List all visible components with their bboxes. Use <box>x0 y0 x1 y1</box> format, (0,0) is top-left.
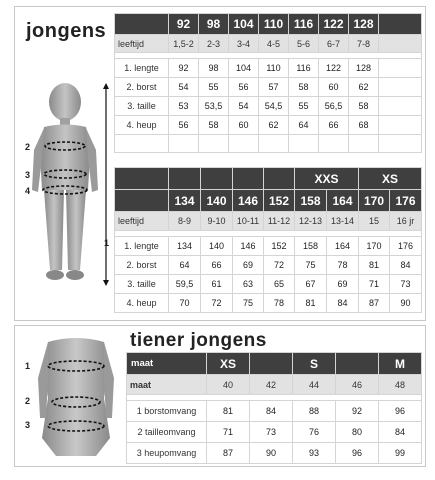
cell-empty <box>379 59 422 78</box>
teen-maat-label-2: maat <box>127 375 207 395</box>
cell: 56 <box>169 116 199 135</box>
cell: 76 <box>293 422 336 443</box>
row-label: 3 heupomvang <box>127 443 207 464</box>
cell: 72 <box>201 294 233 313</box>
cell: 92 <box>336 401 379 422</box>
band1-size: 116 <box>289 14 319 35</box>
row-label: 4. heup <box>115 294 169 313</box>
cell: 134 <box>169 237 201 256</box>
cell: 62 <box>259 116 289 135</box>
band1-size: 122 <box>319 14 349 35</box>
cell: 110 <box>259 59 289 78</box>
row-label: 1. lengte <box>115 237 169 256</box>
cell: 87 <box>359 294 390 313</box>
cell: 164 <box>327 237 359 256</box>
cell: 84 <box>250 401 293 422</box>
cell: 71 <box>207 422 250 443</box>
band2-age: 9-10 <box>201 212 233 231</box>
row-label: 2. borst <box>115 256 169 275</box>
cell: 146 <box>233 237 264 256</box>
cell: 64 <box>289 116 319 135</box>
cell: 68 <box>349 116 379 135</box>
cell: 81 <box>207 401 250 422</box>
teen-letter-size: M <box>379 353 422 375</box>
row-label: 4. heup <box>115 116 169 135</box>
cell: 64 <box>169 256 201 275</box>
cell: 67 <box>295 275 327 294</box>
row-label: 3. taille <box>115 275 169 294</box>
cell: 57 <box>259 78 289 97</box>
cell: 55 <box>199 78 229 97</box>
cell: 62 <box>349 78 379 97</box>
band1-size: 128 <box>349 14 379 35</box>
cell-empty <box>115 135 169 153</box>
teen-letter-size: XS <box>207 353 250 375</box>
band1-age: 4-5 <box>259 35 289 53</box>
boys-size-table-band2 <box>114 167 422 313</box>
band1-age: 2-3 <box>199 35 229 53</box>
band2-size: 158 <box>295 190 327 212</box>
cell: 158 <box>295 237 327 256</box>
teen-maat-label: maat <box>127 353 207 375</box>
cell: 60 <box>319 78 349 97</box>
band2-header-empty <box>115 168 169 190</box>
cell: 81 <box>359 256 390 275</box>
cell: 99 <box>379 443 422 464</box>
cell: 72 <box>264 256 295 275</box>
cell: 66 <box>201 256 233 275</box>
band2-size: 170 <box>359 190 390 212</box>
cell: 84 <box>390 256 422 275</box>
cell: 61 <box>201 275 233 294</box>
band2-age: 10-11 <box>233 212 264 231</box>
cell: 96 <box>379 401 422 422</box>
teen-size: 46 <box>336 375 379 395</box>
band1-age: 7-8 <box>349 35 379 53</box>
band2-size: 146 <box>233 190 264 212</box>
teen-size: 48 <box>379 375 422 395</box>
marker-waist: 3 <box>25 170 31 180</box>
cell: 90 <box>390 294 422 313</box>
teen-size: 40 <box>207 375 250 395</box>
teen-size: 42 <box>250 375 293 395</box>
cell: 98 <box>199 59 229 78</box>
band1-size: 98 <box>199 14 229 35</box>
cell: 152 <box>264 237 295 256</box>
teen-title: tiener jongens <box>130 330 267 351</box>
cell: 84 <box>379 422 422 443</box>
cell: 81 <box>295 294 327 313</box>
cell: 66 <box>319 116 349 135</box>
cell: 93 <box>293 443 336 464</box>
band1-age: 1,5-2 <box>169 35 199 53</box>
cell: 56 <box>229 78 259 97</box>
teen-marker-hip: 3 <box>25 420 31 430</box>
band1-age: 3-4 <box>229 35 259 53</box>
cell: 75 <box>295 256 327 275</box>
band1-age: 6-7 <box>319 35 349 53</box>
band1-header-empty <box>115 14 169 35</box>
band1-age-empty <box>379 35 422 53</box>
row-label: 2. borst <box>115 78 169 97</box>
band2-age: 15 <box>359 212 390 231</box>
band2-age: 16 jr <box>390 212 422 231</box>
cell: 73 <box>250 422 293 443</box>
cell: 54 <box>169 78 199 97</box>
cell: 78 <box>327 256 359 275</box>
marker-chest: 2 <box>25 142 31 152</box>
band2-age: 8-9 <box>169 212 201 231</box>
band2-age: 13-14 <box>327 212 359 231</box>
row-label: 1. lengte <box>115 59 169 78</box>
cell-empty <box>379 97 422 116</box>
cell: 80 <box>336 422 379 443</box>
band2-letter-size: XXS <box>295 168 359 190</box>
boys-size-table-band1 <box>114 13 422 153</box>
cell: 90 <box>250 443 293 464</box>
child-figure-illustration <box>18 80 113 295</box>
band2-age-label: leeftijd <box>115 212 169 231</box>
cell: 104 <box>229 59 259 78</box>
cell-empty <box>379 78 422 97</box>
cell: 71 <box>359 275 390 294</box>
teen-marker-waist: 2 <box>25 396 31 406</box>
teen-letter-size: S <box>293 353 336 375</box>
cell: 54 <box>229 97 259 116</box>
cell: 58 <box>199 116 229 135</box>
cell: 96 <box>336 443 379 464</box>
cell: 75 <box>233 294 264 313</box>
cell: 78 <box>264 294 295 313</box>
cell: 58 <box>289 78 319 97</box>
cell: 53 <box>169 97 199 116</box>
cell: 87 <box>207 443 250 464</box>
marker-hip: 4 <box>25 186 31 196</box>
row-label: 3. taille <box>115 97 169 116</box>
band2-size: 176 <box>390 190 422 212</box>
cell: 128 <box>349 59 379 78</box>
cell: 170 <box>359 237 390 256</box>
cell-empty <box>379 116 422 135</box>
teen-size-table <box>126 352 422 464</box>
band1-size: 92 <box>169 14 199 35</box>
band1-age: 5-6 <box>289 35 319 53</box>
band1-age-label: leeftijd <box>115 35 169 53</box>
teen-torso-illustration <box>36 338 116 456</box>
row-label: 2 tailleomvang <box>127 422 207 443</box>
cell: 84 <box>327 294 359 313</box>
cell: 60 <box>229 116 259 135</box>
band2-age: 12-13 <box>295 212 327 231</box>
cell: 176 <box>390 237 422 256</box>
cell: 53,5 <box>199 97 229 116</box>
band1-header-empty <box>379 14 422 35</box>
band1-size: 104 <box>229 14 259 35</box>
cell: 88 <box>293 401 336 422</box>
band2-letter-size: XS <box>359 168 422 190</box>
cell: 122 <box>319 59 349 78</box>
cell: 55 <box>289 97 319 116</box>
band1-size: 110 <box>259 14 289 35</box>
band2-size: 152 <box>264 190 295 212</box>
cell: 54,5 <box>259 97 289 116</box>
band2-size: 164 <box>327 190 359 212</box>
boys-title: jongens <box>26 20 107 42</box>
cell: 73 <box>390 275 422 294</box>
cell: 65 <box>264 275 295 294</box>
cell: 140 <box>201 237 233 256</box>
cell: 56,5 <box>319 97 349 116</box>
band2-header-empty <box>115 190 169 212</box>
marker-height: 1 <box>104 238 110 248</box>
cell: 70 <box>169 294 201 313</box>
cell: 116 <box>289 59 319 78</box>
band2-size: 140 <box>201 190 233 212</box>
cell: 69 <box>233 256 264 275</box>
cell: 69 <box>327 275 359 294</box>
cell: 92 <box>169 59 199 78</box>
band2-age: 11-12 <box>264 212 295 231</box>
teen-marker-chest: 1 <box>25 361 31 371</box>
cell: 58 <box>349 97 379 116</box>
cell: 63 <box>233 275 264 294</box>
teen-size: 44 <box>293 375 336 395</box>
band2-size: 134 <box>169 190 201 212</box>
cell: 59,5 <box>169 275 201 294</box>
row-label: 1 borstomvang <box>127 401 207 422</box>
